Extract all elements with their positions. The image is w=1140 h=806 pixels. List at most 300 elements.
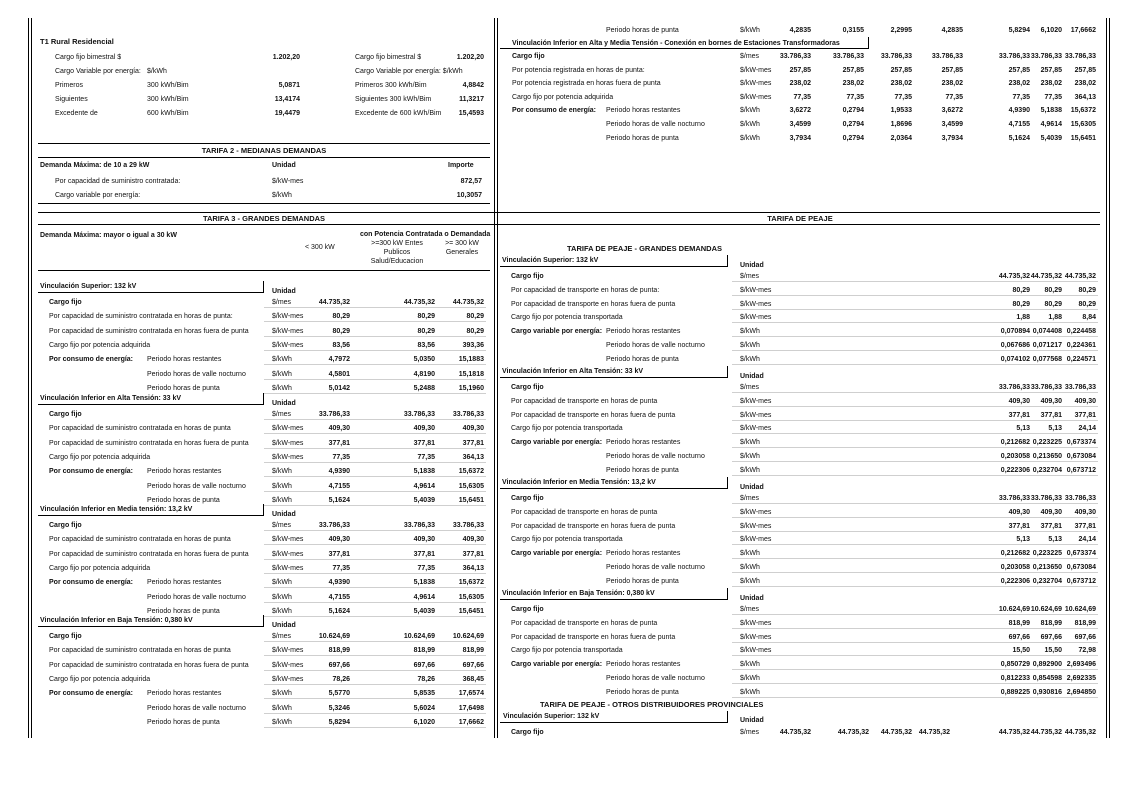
row-value: 238,02 (1040, 80, 1062, 88)
row-value: 15,1960 (458, 384, 484, 392)
t1-title: T1 Rural Residencial (40, 37, 114, 46)
row-unit: $/kW-mes (272, 425, 304, 433)
row-value: 80,29 (466, 313, 484, 321)
row-value: 44.735,32 (1030, 273, 1062, 280)
row-unit: $/kW-mes (740, 619, 772, 627)
row-unit: $/kWh (272, 718, 292, 726)
row-underline (732, 655, 1098, 656)
row-unit: $/mes (740, 495, 760, 502)
divider (38, 224, 1100, 225)
row-value: 80,29 (1012, 300, 1030, 308)
section-unit-header: Unidad (740, 595, 764, 602)
row-value: 4,9390 (328, 579, 350, 587)
row-value: 697,66 (462, 661, 484, 669)
peaje-otros-unit-header: Unidad (740, 717, 764, 724)
row-value: 377,81 (1074, 522, 1096, 530)
row-underline (264, 587, 486, 588)
row-unit: $/kWh (740, 577, 760, 585)
row-value: 409,30 (1040, 397, 1062, 405)
section-title: Vinculación Superior: 132 kV (40, 283, 137, 290)
row-value: 3,6272 (941, 107, 963, 115)
row-unit: $/kWh (272, 468, 292, 476)
row-value: 44.735,32 (318, 299, 350, 306)
row-underline (732, 669, 1098, 670)
row-underline (732, 420, 1098, 421)
row-value: 4,9390 (1008, 107, 1030, 115)
row-value: 33.786,33 (1064, 53, 1096, 60)
row-value: 409,30 (462, 425, 484, 433)
row-underline (732, 544, 1098, 545)
row-value: 5,1838 (1040, 107, 1062, 115)
t1-left-unit: 300 kWh/Bim (147, 82, 189, 89)
row-value: 4,7155 (1008, 121, 1030, 128)
row-value: 5,1838 (413, 468, 435, 476)
row-label: Por consumo de energía: (49, 468, 134, 476)
row-value: 4,7972 (328, 356, 350, 364)
row-label: Cargo variable por energía: (511, 439, 603, 447)
row-underline (264, 364, 486, 365)
row-value: 3,4599 (941, 121, 963, 128)
left-border-double (31, 18, 32, 738)
row-value: 4,9614 (1040, 121, 1062, 128)
row-unit: $/kW-mes (740, 286, 772, 294)
row-value: 4,8190 (413, 370, 435, 378)
row-value: 0,673712 (1066, 466, 1096, 474)
section-title: Vinculación Inferior en Baja Tensión: 0,380 kV (502, 590, 655, 597)
row-unit: $/kW-mes (272, 439, 304, 447)
row-label: Cargo fijo por potencia adquirida (49, 341, 151, 349)
row-unit: $/kW-mes (740, 522, 772, 530)
row-value: 0,892900 (1032, 661, 1062, 669)
row-value: 10.624,69 (452, 633, 484, 640)
row-underline (732, 475, 1098, 476)
row-value: 5,5770 (328, 690, 350, 698)
row-value: 15,6305 (458, 482, 484, 490)
row-value: 33.786,33 (1064, 495, 1096, 502)
t1-left-unit: 300 kWh/Bim (147, 96, 189, 103)
divider (38, 157, 490, 158)
row-period: Periodo horas de punta (147, 384, 220, 392)
row-value: 0,673374 (1066, 439, 1096, 447)
row-value: 33.786,33 (1064, 384, 1096, 391)
row-label: Cargo fijo (511, 384, 544, 391)
row-value: 8,84 (1082, 314, 1096, 322)
row-underline (264, 530, 486, 531)
t1-left-label: Primeros (55, 82, 84, 89)
row-value: 238,02 (941, 80, 963, 88)
row-value: 238,02 (842, 80, 864, 88)
right-border-double (1109, 18, 1110, 738)
peaje-otros-section-title: Vinculación Superior: 132 kV (503, 713, 600, 720)
t1-left-value: 13,4174 (274, 96, 300, 103)
row-value: 377,81 (1008, 411, 1030, 419)
row-label: Cargo fijo (511, 495, 544, 502)
row-value: 257,85 (789, 66, 811, 74)
center-divider (494, 18, 495, 738)
row-value: 15,6451 (458, 607, 484, 615)
right-border-double (1106, 18, 1107, 738)
t1-right-value: 4,8842 (462, 82, 484, 89)
row-value: 4,7155 (328, 482, 350, 490)
row-value: 17,6662 (458, 718, 484, 726)
t1-left-unit: 600 kWh/Bim (147, 110, 189, 117)
row-value: 0,203058 (1000, 564, 1030, 571)
row-underline (732, 392, 1098, 393)
row-value: 77,35 (417, 564, 435, 572)
row-value: 0,232704 (1032, 577, 1062, 585)
row-label: Por consumo de energía: (512, 107, 597, 115)
row-period: Periodo horas de punta (147, 718, 220, 726)
row-underline (264, 462, 486, 463)
row-underline (732, 447, 1098, 448)
row-value: 409,30 (328, 425, 350, 433)
row-underline (732, 558, 1098, 559)
row-value: 0,071217 (1032, 342, 1062, 349)
t1-right-value: 11,3217 (459, 96, 484, 103)
row-value: 77,35 (332, 564, 350, 572)
t1-right-value: 15,4593 (458, 110, 484, 117)
row-label: Cargo fijo por potencia adquirida (49, 675, 151, 683)
row-value: 0,673084 (1066, 453, 1096, 460)
row-value: 377,81 (413, 439, 435, 447)
row-value: 409,30 (462, 536, 484, 544)
row-value: 238,02 (1008, 80, 1030, 88)
section-title: Vinculación Inferior en Media Tensión: 13,2 kV (502, 479, 656, 486)
row-underline (264, 350, 486, 351)
t2-title: TARIFA 2 - MEDIANAS DEMANDAS (201, 146, 327, 155)
row-period: Periodo horas de punta (606, 688, 679, 696)
row-value: 377,81 (462, 550, 484, 558)
row-underline (264, 573, 486, 574)
row-value: 5,4039 (413, 496, 435, 504)
row-underline (264, 713, 486, 714)
row-period: Periodo horas de valle nocturno (606, 342, 705, 349)
row-value: 364,13 (1074, 93, 1096, 101)
row-label: Por capacidad de transporte en horas fuera de punta (511, 300, 676, 308)
row-value: 0,850729 (1000, 661, 1030, 669)
row-unit: $/mes (272, 522, 292, 529)
row-underline (732, 683, 1098, 684)
row-value: 10.624,69 (998, 606, 1030, 613)
row-unit: $/kW-mes (272, 341, 304, 349)
row-period: Periodo horas restantes (606, 661, 681, 669)
row-value: 15,6372 (458, 468, 484, 476)
t2-row-value: 872,57 (460, 178, 482, 185)
row-label: Cargo fijo (511, 606, 544, 613)
row-value: 33.786,33 (998, 384, 1030, 391)
center-divider (497, 18, 498, 738)
row-unit: $/kWh (272, 607, 292, 615)
row-underline (264, 448, 486, 449)
row-underline (264, 393, 486, 394)
row-value: 377,81 (413, 550, 435, 558)
row-value: 238,02 (1074, 80, 1096, 88)
row-value: 697,66 (328, 661, 350, 669)
row-underline (732, 531, 1098, 532)
row-value: 17,6574 (458, 690, 484, 698)
row-value: 80,29 (1078, 286, 1096, 294)
row-value: 4,2835 (941, 27, 963, 34)
row-label: Por capacidad de suministro contratada en horas de punta (49, 536, 231, 544)
row-unit: $/kW-mes (272, 327, 304, 335)
t3-col-generales: >= 300 kW Generales (445, 240, 479, 256)
t3-title: TARIFA 3 - GRANDES DEMANDAS (202, 214, 326, 223)
row-value: 72,98 (1078, 647, 1096, 655)
t1-right-label: Cargo fijo bimestral $ (355, 54, 422, 61)
row-value: 0,812233 (1000, 675, 1030, 682)
row-value: 377,81 (1040, 522, 1062, 530)
row-value: 409,30 (328, 536, 350, 544)
row-value: 44.735,32 (998, 273, 1030, 280)
row-value: 77,35 (846, 93, 864, 101)
row-value: 15,6372 (458, 579, 484, 587)
row-label: Por capacidad de transporte en horas de punta (511, 397, 658, 405)
peaje-subtitle: TARIFA DE PEAJE - GRANDES DEMANDAS (567, 244, 723, 253)
row-value: 33.786,33 (998, 495, 1030, 502)
row-unit: $/kW-mes (740, 425, 772, 433)
row-value: 5,2488 (413, 384, 435, 392)
row-label: Por capacidad de suministro contratada en horas de punta (49, 647, 231, 655)
row-value: 15,6305 (458, 593, 484, 601)
row-value: 15,6451 (1070, 134, 1096, 142)
row-value: 5,4039 (1040, 134, 1062, 142)
row-value: 238,02 (789, 80, 811, 88)
row-underline (732, 642, 1098, 643)
row-underline (732, 461, 1098, 462)
row-value: 33.786,33 (452, 522, 484, 529)
divider (38, 270, 490, 271)
row-unit: $/kW-mes (272, 453, 304, 461)
row-label: Cargo variable por energía: (511, 328, 603, 336)
row-label: Cargo fijo (512, 53, 545, 60)
row-unit: $/kW-mes (740, 647, 772, 655)
row-unit: $/kWh (740, 439, 760, 447)
row-value: 2,692335 (1066, 675, 1096, 682)
row-value: 80,29 (1012, 286, 1030, 294)
row-value: 0,854598 (1032, 675, 1062, 682)
row-value: 4,9614 (413, 593, 435, 601)
row-value: 33.786,33 (452, 411, 484, 418)
row-value: 257,85 (890, 66, 912, 74)
row-value: 0,930816 (1032, 688, 1062, 696)
row-value: 5,13 (1016, 536, 1030, 544)
row-period: Periodo horas de valle nocturno (147, 593, 246, 601)
row-value: 24,14 (1078, 425, 1096, 433)
row-unit: $/kW-mes (740, 508, 772, 516)
row-underline (264, 336, 486, 337)
row-value: 3,4599 (789, 121, 811, 128)
row-unit: $/kW-mes (740, 397, 772, 405)
row-label: Cargo variable por energía: (511, 661, 603, 669)
row-value: 80,29 (332, 327, 350, 335)
row-label: Cargo variable por energía: (511, 550, 603, 558)
row-underline (732, 336, 1098, 337)
t1-left-value: 19,4479 (274, 110, 300, 117)
row-value: 77,35 (945, 93, 963, 101)
row-value: 6,1020 (413, 718, 435, 726)
row-label: Por capacidad de transporte en horas de punta (511, 508, 658, 516)
row-underline (264, 655, 486, 656)
row-value: 80,29 (417, 313, 435, 321)
section-unit-header: Unidad (272, 288, 296, 295)
row-period: Periodo horas de valle nocturno (606, 121, 705, 128)
row-value: 697,66 (413, 661, 435, 669)
row-value: 0,067686 (1000, 342, 1030, 349)
row-value: 4,7155 (328, 593, 350, 601)
row-value: 44.735,32 (403, 299, 435, 306)
row-value: 0,074102 (1000, 355, 1030, 363)
row-unit: $/kWh (272, 579, 292, 587)
t1-right-value: 1.202,20 (456, 54, 484, 61)
row-value: 15,1883 (458, 356, 484, 364)
row-value: 10.624,69 (318, 633, 350, 640)
row-label: Cargo fijo (49, 522, 82, 529)
t3-col-entes: >=300 kW Entes Publicos Salud/Educacion (370, 240, 424, 265)
row-value: 5,8294 (1008, 27, 1030, 34)
row-period: Periodo horas restantes (147, 579, 222, 587)
row-value: 0,673712 (1066, 577, 1096, 585)
row-label: Por capacidad de transporte en horas fuera de punta (511, 522, 676, 530)
row-unit: $/mes (272, 411, 292, 418)
row-unit: $/kW-mes (272, 536, 304, 544)
row-unit: $/kWh (272, 384, 292, 392)
row-period: Periodo horas de punta (606, 355, 679, 363)
t1-left-label: Excedente de (55, 110, 98, 117)
section-unit-header: Unidad (272, 400, 296, 407)
row-label: Cargo fijo por potencia transportada (511, 314, 623, 322)
row-value: 80,29 (466, 327, 484, 335)
row-underline (732, 322, 1098, 323)
row-period: Periodo horas de punta (606, 577, 679, 585)
section-unit-header: Unidad (740, 262, 764, 269)
t2-row-label: Cargo variable por energía: (55, 192, 141, 199)
row-period: Periodo horas restantes (147, 690, 222, 698)
row-value: 33.786,33 (318, 522, 350, 529)
row-value: 2,2995 (890, 27, 912, 34)
row-value: 80,29 (1044, 300, 1062, 308)
row-value: 377,81 (462, 439, 484, 447)
row-value: 257,85 (1008, 66, 1030, 74)
row-value: 44.735,32 (1064, 273, 1096, 280)
row-value: 15,50 (1012, 647, 1030, 655)
row-underline (264, 544, 486, 545)
row-unit: $/kW-mes (740, 411, 772, 419)
row-value: 80,29 (1078, 300, 1096, 308)
t1-left-unit: $/kWh (147, 68, 167, 75)
row-unit: $/kW-mes (740, 314, 772, 322)
row-unit: $/kWh (740, 121, 760, 128)
row-value: 33.786,33 (1030, 495, 1062, 502)
row-value: 0,074408 (1032, 328, 1062, 336)
row-value: 0,2794 (842, 107, 864, 115)
row-unit: $/mes (740, 384, 760, 391)
row-unit: $/kW-mes (740, 66, 772, 74)
t3-demand: Demanda Máxima: mayor o igual a 30 kW (40, 232, 177, 239)
row-underline (732, 628, 1098, 629)
row-value: 5,6024 (413, 704, 435, 712)
row-unit: $/mes (272, 299, 292, 306)
row-value: 257,85 (1040, 66, 1062, 74)
row-unit: $/kWh (740, 688, 760, 696)
row-value: 77,35 (332, 453, 350, 461)
row-value: 80,29 (1044, 286, 1062, 294)
row-unit: $/kWh (272, 356, 292, 364)
row-value: 2,694850 (1066, 688, 1096, 696)
row-label: Por capacidad de suministro contratada en horas de punta (49, 425, 231, 433)
left-border-double (28, 18, 29, 738)
t2-demand: Demanda Máxima: de 10 a 29 kW (40, 162, 150, 169)
row-label: Cargo fijo (49, 633, 82, 640)
row-underline (264, 433, 486, 434)
row-value: 364,13 (462, 453, 484, 461)
row-period: Periodo horas de valle nocturno (147, 704, 246, 712)
row-value: 77,35 (1012, 93, 1030, 101)
row-unit: $/kWh (272, 482, 292, 490)
row-period: Periodo horas de valle nocturno (606, 564, 705, 571)
row-value: 78,26 (332, 675, 350, 683)
row-value: 44.735,32 (837, 729, 869, 736)
row-value: 1,9533 (890, 107, 912, 115)
row-value: 78,26 (417, 675, 435, 683)
row-period: Periodo horas restantes (606, 439, 681, 447)
row-unit: $/kWh (740, 355, 760, 363)
row-value: 0,224458 (1066, 328, 1096, 336)
row-label: Por capacidad de transporte en horas de punta: (511, 286, 660, 294)
row-value: 0,223225 (1032, 439, 1062, 447)
row-underline (732, 586, 1098, 587)
t1-right-label: Cargo Variable por energía: $/kWh (355, 68, 463, 75)
row-value: 368,45 (462, 675, 484, 683)
row-value: 1,88 (1048, 314, 1062, 322)
row-unit: $/kW-mes (740, 80, 772, 88)
row-value: 0,203058 (1000, 453, 1030, 460)
row-value: 4,5801 (328, 370, 350, 378)
row-unit: $/mes (740, 729, 760, 736)
row-label: Por potencia registrada en horas fuera de punta (512, 80, 661, 88)
row-value: 15,6305 (1070, 121, 1096, 128)
row-label: Cargo fijo (511, 273, 544, 280)
section-title: Vinculación Inferior en Alta Tensión: 33 kV (40, 395, 182, 402)
row-value: 6,1020 (1040, 27, 1062, 34)
row-value: 33.786,33 (779, 53, 811, 60)
row-value: 15,6372 (1070, 107, 1096, 115)
t3-group-header: con Potencia Contratada o Demandada (360, 231, 491, 238)
t2-row-unit: $/kWh (272, 192, 292, 199)
row-unit: $/kWh (272, 704, 292, 712)
row-value: 3,7934 (789, 134, 811, 142)
section-unit-header: Unidad (272, 511, 296, 518)
row-value: 24,14 (1078, 536, 1096, 544)
row-value: 0,223225 (1032, 550, 1062, 558)
row-value: 33.786,33 (832, 53, 864, 60)
row-value: 409,30 (413, 425, 435, 433)
row-period: Periodo horas restantes (147, 468, 222, 476)
t1-left-label: Cargo Variable por energía: (55, 68, 141, 75)
row-period: Periodo horas de punta (147, 607, 220, 615)
row-value: 5,1624 (328, 607, 350, 615)
row-value: 393,36 (462, 341, 484, 349)
t2-row-label: Por capacidad de suministro contratada: (55, 178, 181, 185)
row-period: Periodo horas de valle nocturno (606, 453, 705, 460)
row-label: Cargo fijo por potencia transportada (511, 647, 623, 655)
row-underline (732, 697, 1098, 698)
row-value: 83,56 (332, 341, 350, 349)
row-value: 17,6662 (1070, 27, 1096, 34)
row-label: Cargo fijo por potencia transportada (511, 536, 623, 544)
row-value: 0,222306 (1000, 577, 1030, 585)
section-unit-header: Unidad (740, 484, 764, 491)
row-value: 44.735,32 (1064, 729, 1096, 736)
